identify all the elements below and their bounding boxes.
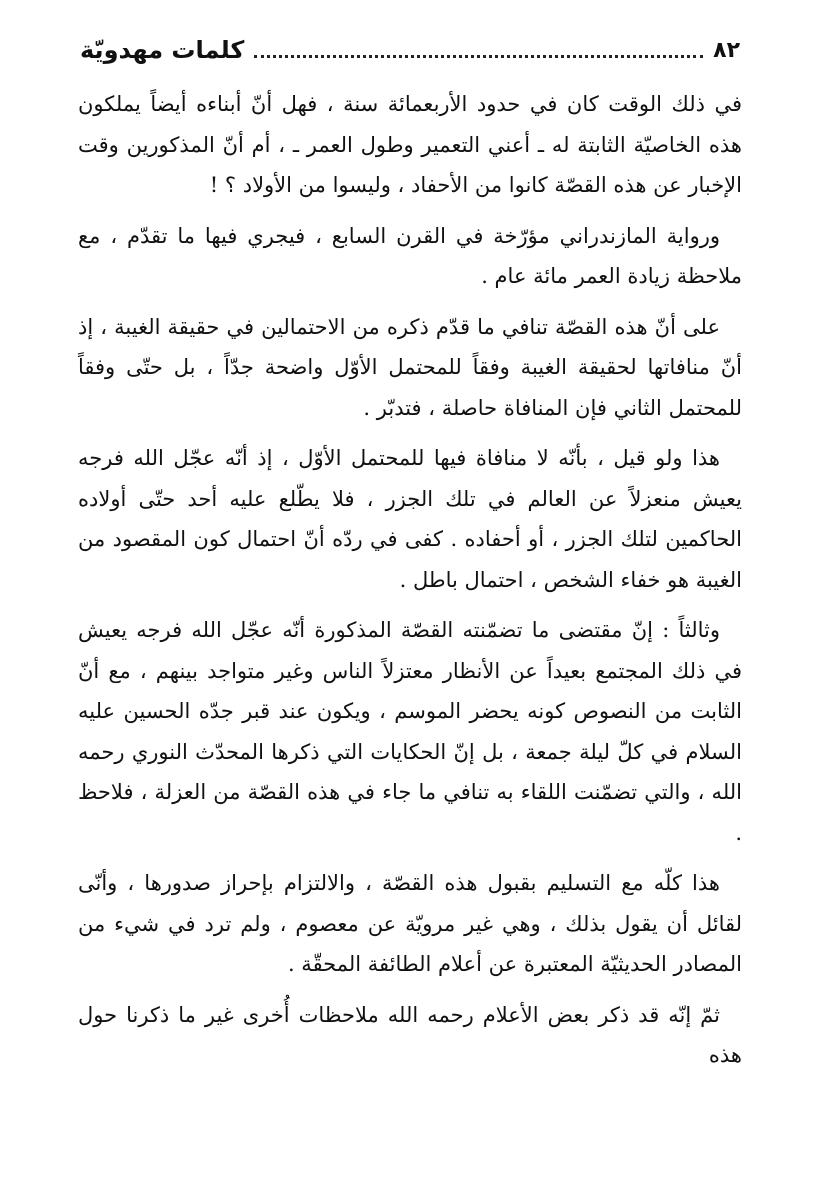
paragraph: على أنّ هذه القصّة تنافي ما قدّم ذكره من الاحتمالين في حقيقة الغيبة ، إذ أنّ منافاتها لحقيقة الغيبة وفقاً للمحتمل الأوّل واضحة جدّاً ، بل حتّى وفقاً للمحتمل الثاني فإن المنافاة حاصلة ، فتدبّر . (78, 314, 742, 420)
paragraph: هذا كلّه مع التسليم بقبول هذه القصّة ، والالتزام بإحراز صدورها ، وأنّى لقائل أن يقول بذلك ، وهي غير مرويّة عن معصوم ، ولم ترد في شيء من المصادر الحديثيّة المعتبرة عن أعلام الطائفة المحقّة . (78, 871, 742, 976)
running-header (80, 30, 740, 70)
page-number: ٨٢ (713, 37, 740, 63)
paragraph-continued: في ذلك الوقت كان في حدود الأربعمائة سنة ، فهل أنّ أبناءه أيضاً يملكون هذه الخاصيّة الثابتة له ـ أعني التعمير وطول العمر ـ ، أم أنّ المذكورين وقت الإخبار عن هذه القصّة كانوا من الأحفاد ، وليسوا من الأولاد ؟ ! (78, 92, 742, 197)
paragraph: ورواية المازندراني مؤرّخة في القرن السابع ، فيجري فيها ما تقدّم ، مع ملاحظة زيادة العمر مائة عام . (78, 223, 742, 288)
running-title: كلمات مهدويّة (80, 36, 245, 64)
header-dotted-leader (254, 55, 703, 58)
body-text (78, 84, 742, 1086)
paragraph: هذا ولو قيل ، بأنّه لا منافاة فيها للمحتمل الأوّل ، إذ أنّه عجّل الله فرجه يعيش منعزلاً عن العالم في تلك الجزر ، فلا يطّلع عليه أحد حتّى أولاده الحاكمين لتلك الجزر ، أو أحفاده . كفى في ردّه أنّ احتمال كون المقصود من الغيبة هو خفاء الشخص ، احتمال باطل . (78, 446, 742, 592)
paragraph-truncated: ثمّ إنّه قد ذكر بعض الأعلام رحمه الله ملاحظات أُخرى غير ما ذكرنا حول هذه (78, 1002, 742, 1067)
paragraph: وثالثاً : إنّ مقتضى ما تضمّنته القصّة المذكورة أنّه عجّل الله فرجه يعيش في ذلك المجتمع بعيداً عن الأنظار معتزلاً الناس وغير متواجد بينهم ، مع أنّ الثابت من النصوص كونه يحضر الموسم ، ويكون عند قبر جدّه الحسين عليه السلام في كلّ ليلة جمعة ، بل إنّ الحكايات التي ذكرها المحدّث النوري رحمه الله ، والتي تضمّنت اللقاء به تنافي ما جاء في هذه القصّة من العزلة ، فلاحظ . (78, 618, 742, 845)
